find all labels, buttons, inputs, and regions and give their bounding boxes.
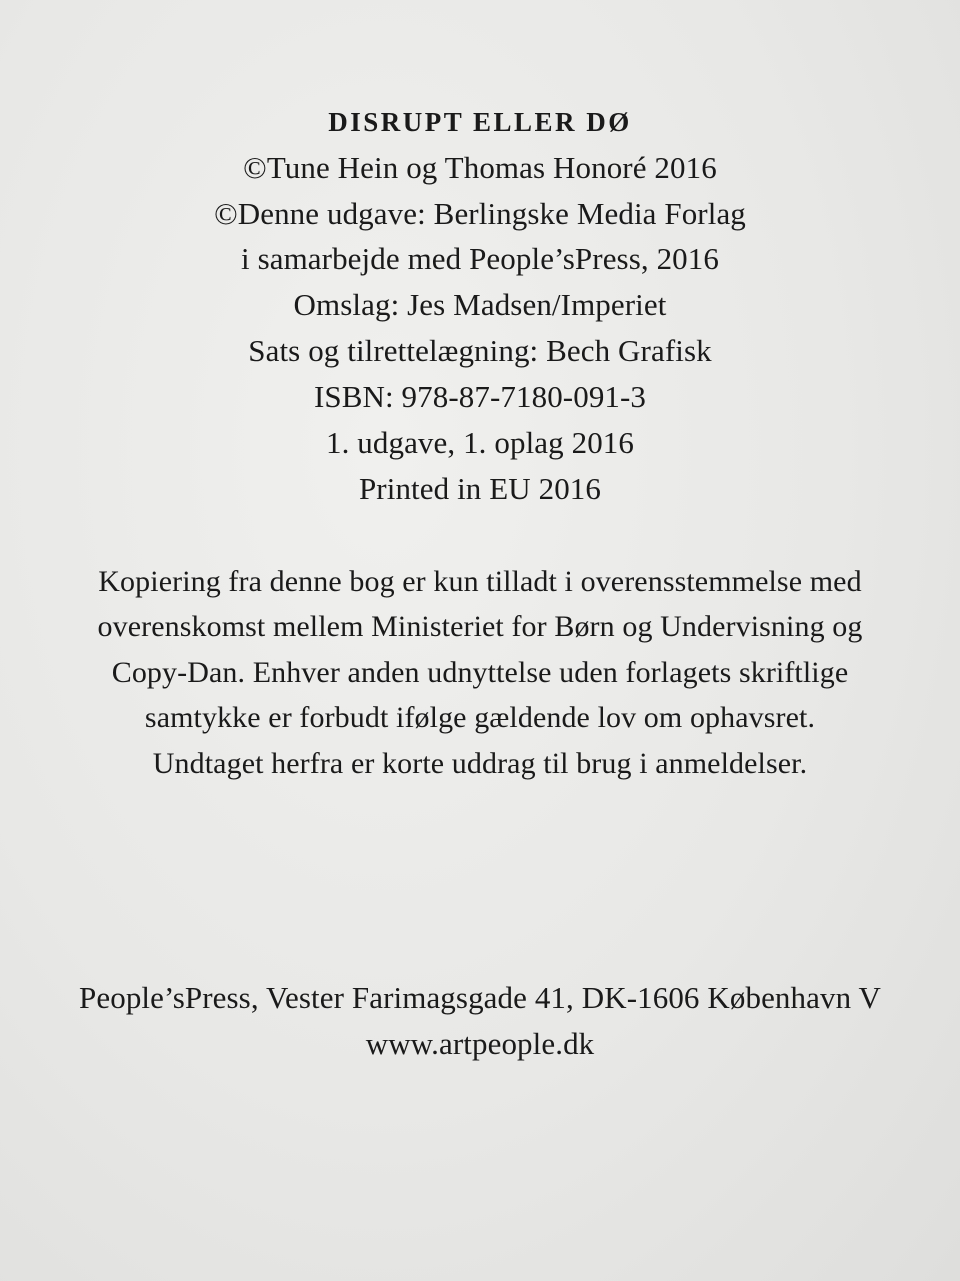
copyright-notice-line: overenskomst mellem Ministeriet for Børn og Undervisning og xyxy=(97,610,863,643)
printed-line: Printed in EU 2016 xyxy=(358,471,602,506)
publisher-address: People’sPress, Vester Farimagsgade 41, DK-1606 København V xyxy=(79,980,881,1015)
isbn: ISBN: 978-87-7180-091-3 xyxy=(313,379,647,414)
copyright-notice-line: Undtaget herfra er korte uddrag til brug i anmeldelser. xyxy=(152,747,808,780)
copyright-notice-line: Kopiering fra denne bog er kun tilladt i overensstemmelse med xyxy=(98,565,862,598)
edition-line: 1. udgave, 1. oplag 2016 xyxy=(325,425,635,460)
typesetting-credit: Sats og tilrettelægning: Bech Grafisk xyxy=(248,333,712,368)
cooperation-line: i samarbejde med People’sPress, 2016 xyxy=(241,241,719,276)
book-title: DISRUPT ELLER DØ xyxy=(328,107,632,137)
copyright-notice-line: samtykke er forbudt ifølge gældende lov om ophavsret. xyxy=(144,701,816,734)
publisher-website: www.artpeople.dk xyxy=(365,1026,595,1061)
copyright-authors: ©Tune Hein og Thomas Honoré 2016 xyxy=(243,150,717,185)
copyright-edition: ©Denne udgave: Berlingske Media Forlag xyxy=(214,196,746,231)
copyright-notice-line: Copy-Dan. Enhver anden udnyttelse uden forlagets skriftlige xyxy=(111,656,849,689)
cover-credit: Omslag: Jes Madsen/Imperiet xyxy=(293,287,667,322)
